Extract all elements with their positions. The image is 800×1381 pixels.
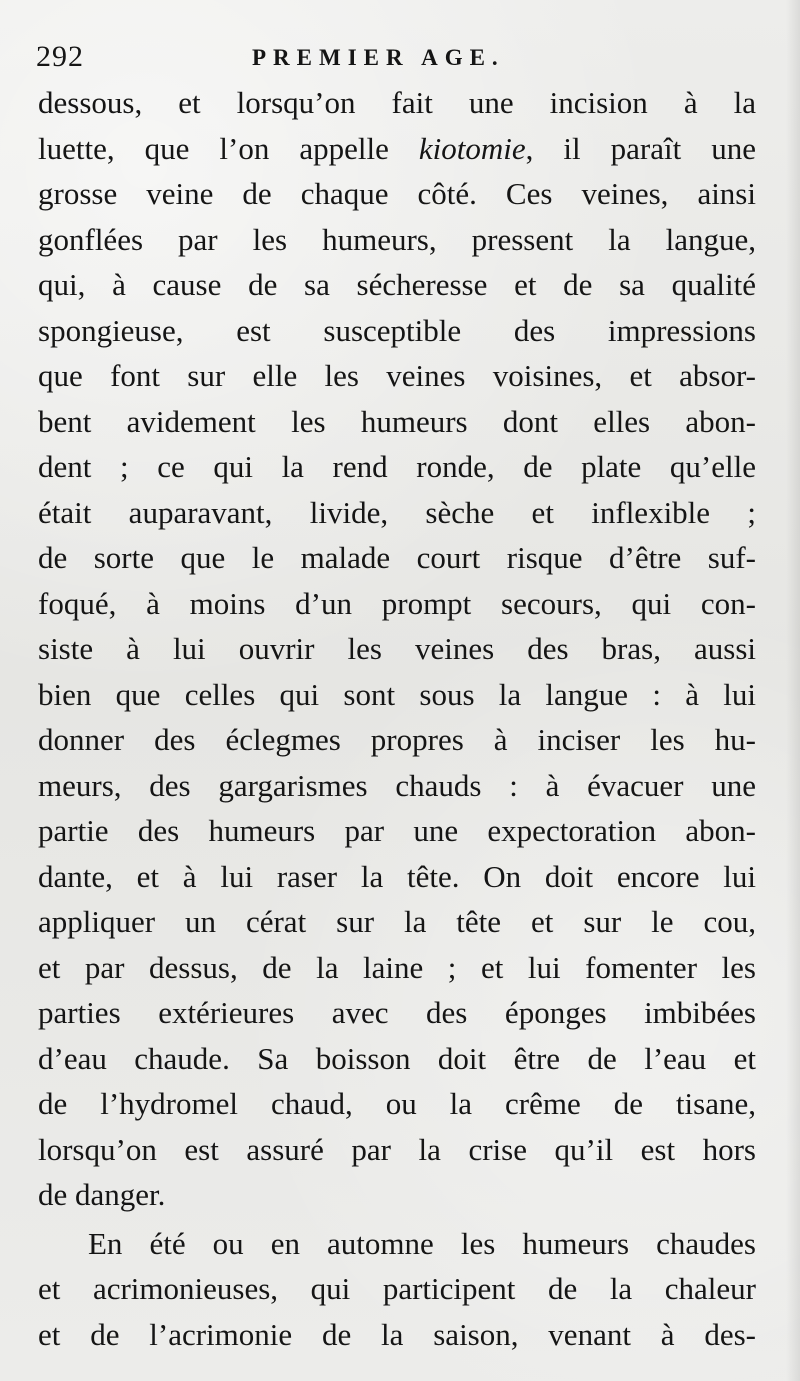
text-line-2 — [38, 126, 756, 172]
text-line-21: parties extérieures avec des éponges imbibées — [38, 995, 756, 1030]
text-line-8: bent avidement les humeurs dont elles abon- — [38, 403, 756, 439]
text-line-13: siste à lui ouvrir les veines des bras, aussi — [38, 631, 756, 666]
text-line-2-after: , il paraît une — [525, 130, 756, 166]
text-line-15: donner des éclegmes propres à inciser les hu- — [38, 722, 756, 757]
text-line-7: que font sur elle les veines voisines, et absor- — [38, 358, 756, 393]
text-line-25: de danger. — [38, 1177, 166, 1212]
text-line-4: gonflées par les humeurs, pressent la langue, — [38, 221, 756, 257]
text-line-19: appliquer un cérat sur la tête et sur le cou, — [38, 904, 756, 939]
text-line-23: de l’hydromel chaud, ou la crême de tisane, — [38, 1086, 756, 1121]
page-edge-shadow — [786, 0, 800, 1381]
text-line-11: de sorte que le malade court risque d’être suf- — [38, 540, 756, 575]
running-title: PREMIER AGE. — [252, 45, 505, 70]
text-line-28: et de l’acrimonie de la saison, venant à des- — [38, 1316, 756, 1352]
text-line-18: dante, et à lui raser la tête. On doit encore lui — [38, 858, 756, 894]
text-line-6: spongieuse, est susceptible des impressions — [38, 312, 756, 348]
text-line-20: et par dessus, de la laine ; et lui fomenter les — [38, 949, 756, 985]
page-number: 292 — [36, 40, 84, 73]
text-line-9: dent ; ce qui la rend ronde, de plate qu’elle — [38, 449, 756, 484]
text-line-24: lorsqu’on est assuré par la crise qu’il est hors — [38, 1131, 756, 1167]
text-line-10: était auparavant, livide, sèche et inflexible ; — [38, 494, 756, 530]
text-line-22: d’eau chaude. Sa boisson doit être de l’eau et — [38, 1040, 756, 1076]
text-line-17: partie des humeurs par une expectoration abon- — [38, 813, 756, 848]
text-line-1: dessous, et lorsqu’on fait une incision à la — [38, 85, 756, 120]
text-line-5: qui, à cause de sa sécheresse et de sa qualité — [38, 267, 756, 302]
text-line-14: bien que celles qui sont sous la langue : à lui — [38, 676, 756, 712]
text-line-27: et acrimonieuses, qui participent de la chaleur — [38, 1271, 756, 1306]
text-line-16: meurs, des gargarismes chauds : à évacuer une — [38, 767, 756, 803]
text-line-12: foqué, à moins d’un prompt secours, qui con- — [38, 585, 756, 621]
text-line-2-before: luette, que l’on appelle — [38, 130, 419, 166]
body-text — [38, 80, 756, 1357]
page-header — [36, 40, 756, 76]
text-line-26: En été ou en automne les humeurs chaudes — [88, 1225, 756, 1261]
text-line-3: grosse veine de chaque côté. Ces veines, ainsi — [38, 176, 756, 211]
italic-term-kiotomie: kiotomie — [418, 130, 526, 166]
